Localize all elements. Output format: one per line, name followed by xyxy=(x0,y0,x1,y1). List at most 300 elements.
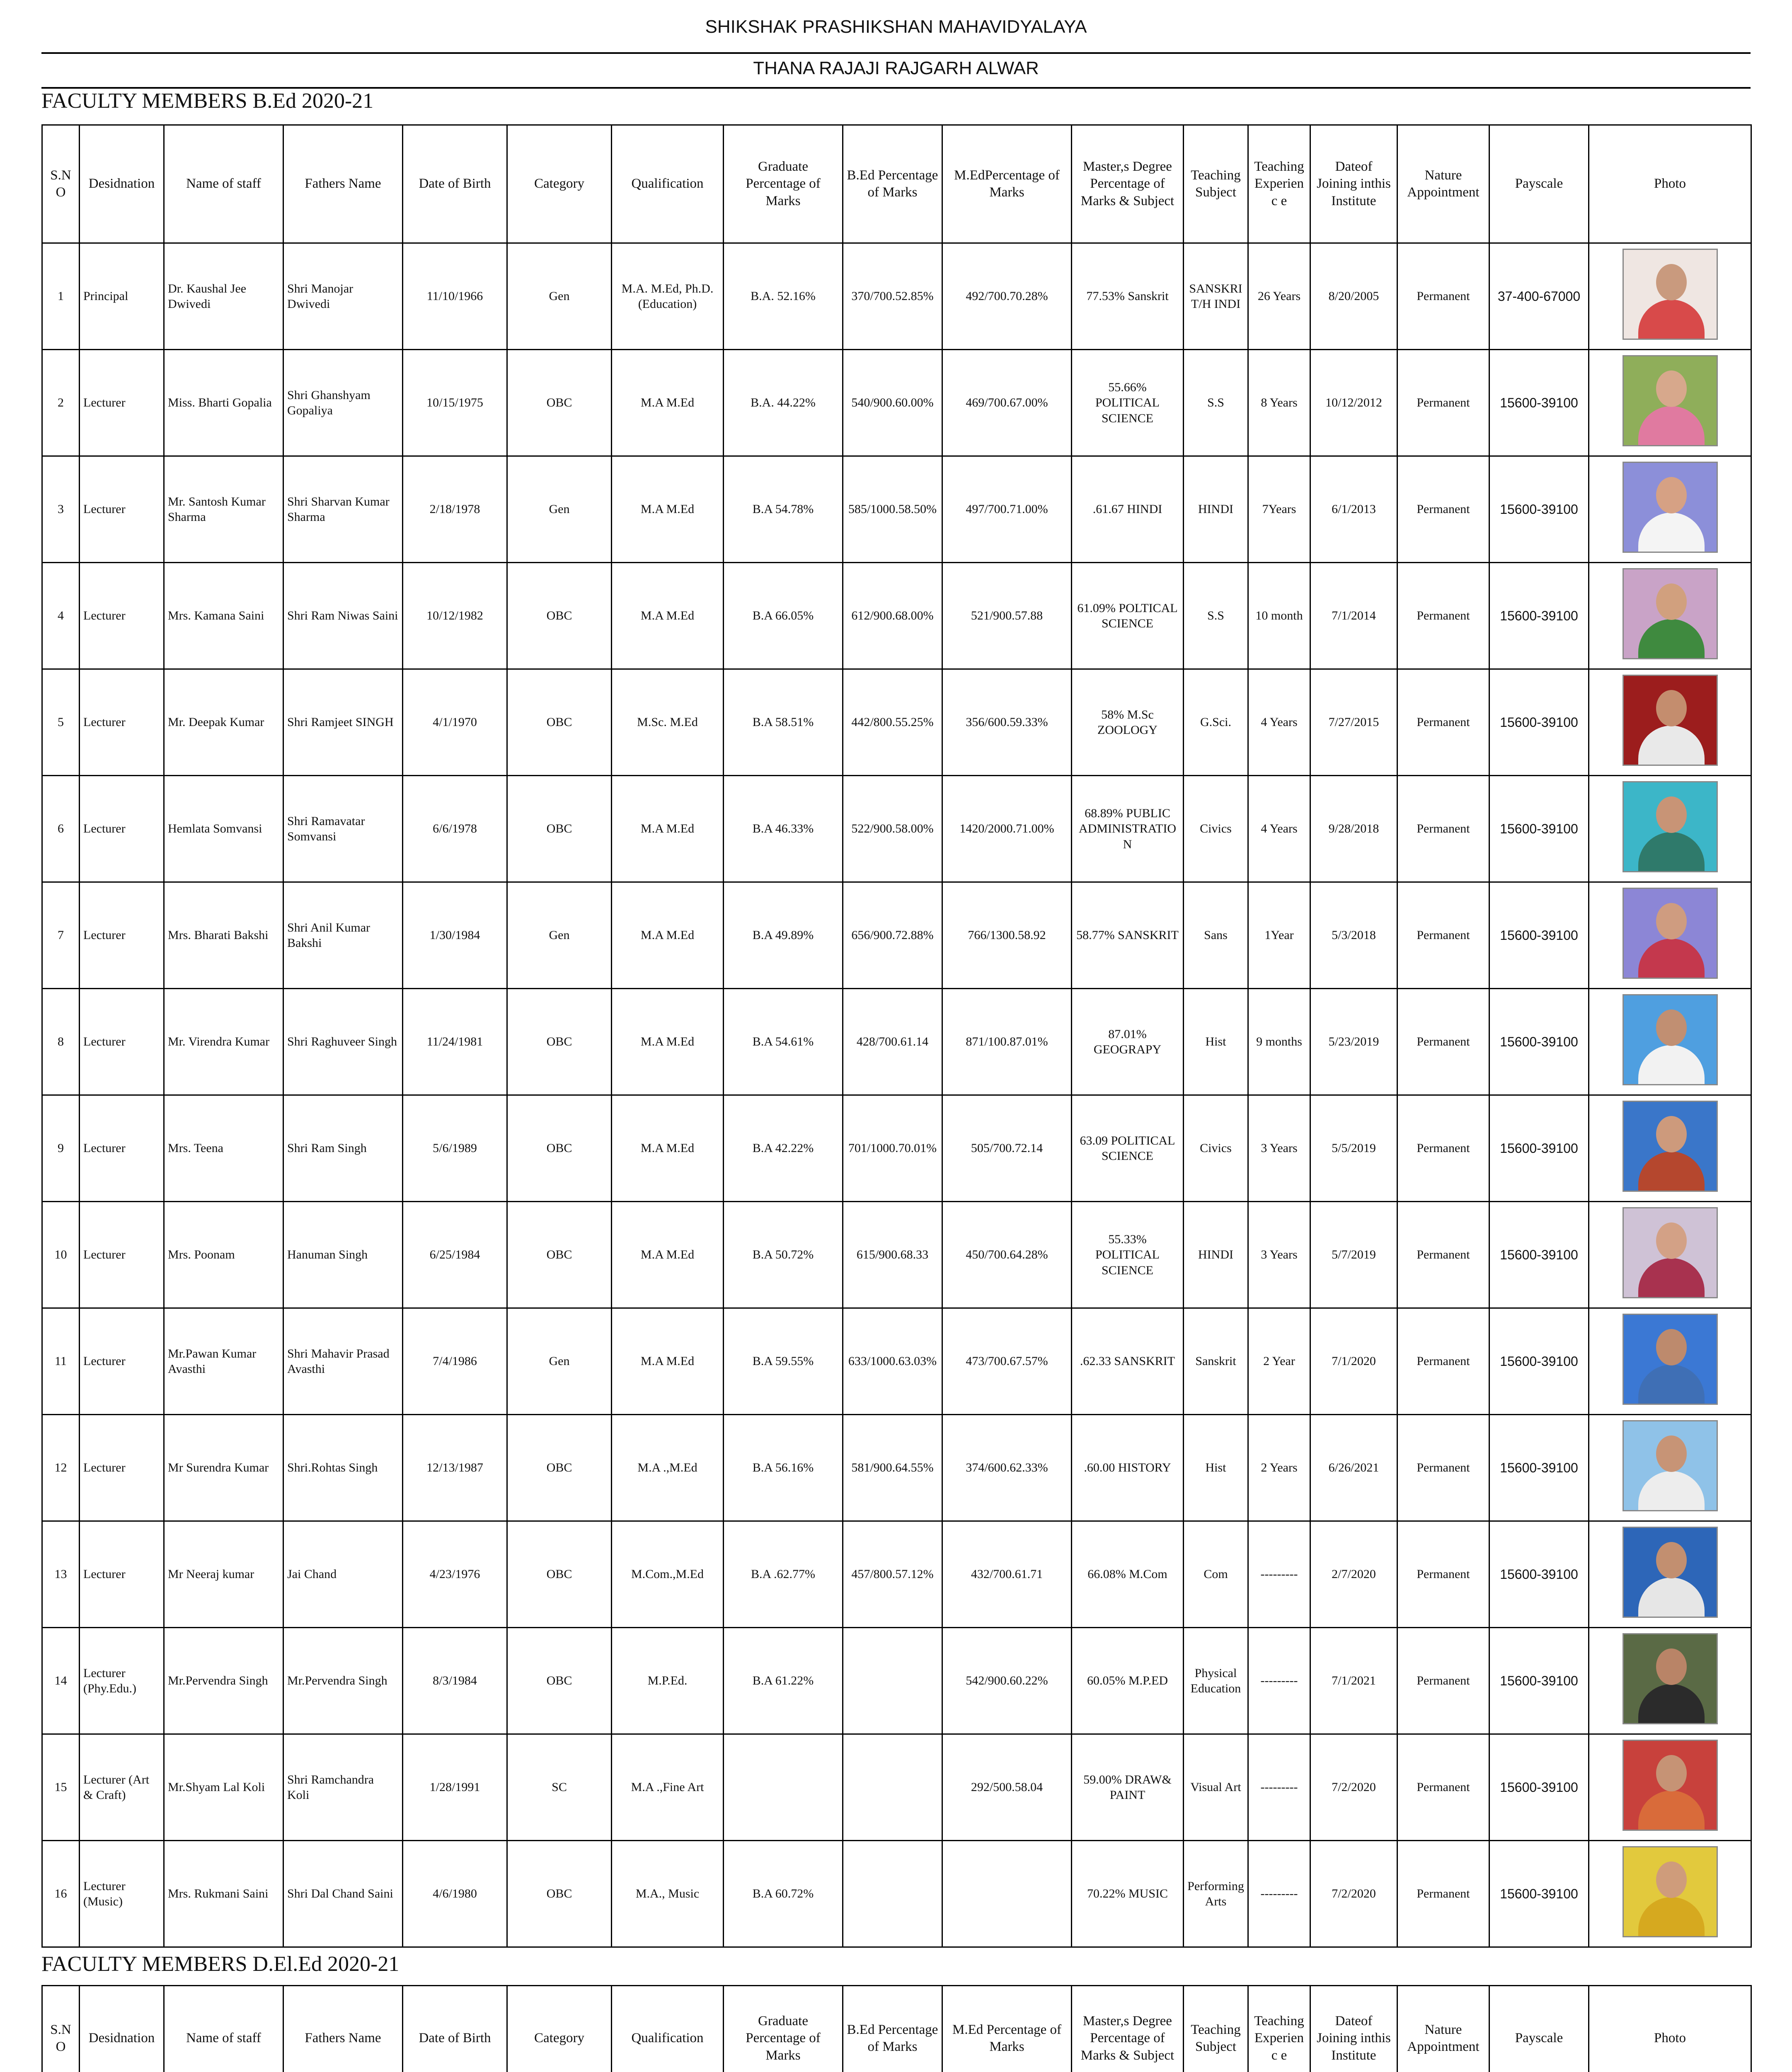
cell-bed-pct: 540/900.60.00% xyxy=(843,350,942,456)
staff-photo xyxy=(1622,462,1718,553)
cell-staff-name: Mr. Virendra Kumar xyxy=(164,989,283,1095)
cell-experience: 4 Years xyxy=(1248,776,1310,882)
cell-payscale: 15600-39100 xyxy=(1489,1841,1589,1947)
cell-father-name: Shri Anil Kumar Bakshi xyxy=(283,882,403,989)
cell-masters: 70.22% MUSIC xyxy=(1072,1841,1184,1947)
cell-staff-name: Mr. Deepak Kumar xyxy=(164,669,283,776)
cell-experience: --------- xyxy=(1248,1734,1310,1841)
staff-photo xyxy=(1622,781,1718,872)
cell-dob: 7/4/1986 xyxy=(403,1308,507,1415)
cell-father-name: Shri Ramavatar Somvansi xyxy=(283,776,403,882)
cell-payscale: 15600-39100 xyxy=(1489,1095,1589,1202)
cell-staff-name: Miss. Bharti Gopalia xyxy=(164,350,283,456)
cell-experience: 2 Years xyxy=(1248,1415,1310,1521)
cell-category: OBC xyxy=(507,1202,612,1308)
cell-med-pct: 492/700.70.28% xyxy=(942,243,1072,350)
cell-payscale: 15600-39100 xyxy=(1489,456,1589,563)
cell-teaching-subject: Civics xyxy=(1184,776,1248,882)
staff-photo xyxy=(1622,888,1718,979)
cell-designation: Lecturer xyxy=(80,456,164,563)
cell-experience: 2 Year xyxy=(1248,1308,1310,1415)
table-row xyxy=(42,563,1751,669)
cell-teaching-subject: HINDI xyxy=(1184,456,1248,563)
cell-staff-name: Dr. Kaushal Jee Dwivedi xyxy=(164,243,283,350)
column-header-designation: Desidnation xyxy=(80,1986,164,2072)
cell-father-name: Shri Manojar Dwivedi xyxy=(283,243,403,350)
cell-qualification: M.A M.Ed xyxy=(612,456,724,563)
cell-photo xyxy=(1589,563,1751,669)
deled-section-title: FACULTY MEMBERS D.El.Ed 2020-21 xyxy=(41,1952,400,1976)
column-header-designation: Desidnation xyxy=(80,125,164,243)
column-header-joining-date: Dateof Joining inthis Institute xyxy=(1310,125,1397,243)
cell-masters: 58% M.Sc ZOOLOGY xyxy=(1072,669,1184,776)
cell-sno: 7 xyxy=(42,882,80,989)
cell-teaching-subject: Hist xyxy=(1184,1415,1248,1521)
college-name: SHIKSHAK PRASHIKSHAN MAHAVIDYALAYA xyxy=(705,17,1087,37)
cell-graduate-pct: B.A. 52.16% xyxy=(724,243,843,350)
cell-father-name: Hanuman Singh xyxy=(283,1202,403,1308)
cell-staff-name: Mrs. Kamana Saini xyxy=(164,563,283,669)
cell-photo xyxy=(1589,243,1751,350)
cell-bed-pct: 442/800.55.25% xyxy=(843,669,942,776)
cell-med-pct: 292/500.58.04 xyxy=(942,1734,1072,1841)
table-row xyxy=(42,776,1751,882)
cell-designation: Lecturer (Phy.Edu.) xyxy=(80,1628,164,1734)
table-row xyxy=(42,1095,1751,1202)
staff-photo xyxy=(1622,1314,1718,1405)
cell-joining-date: 2/7/2020 xyxy=(1310,1521,1397,1628)
cell-father-name: Shri Ram Niwas Saini xyxy=(283,563,403,669)
cell-dob: 10/15/1975 xyxy=(403,350,507,456)
staff-photo xyxy=(1622,1207,1718,1298)
college-address: THANA RAJAJI RAJGARH ALWAR xyxy=(753,58,1039,78)
cell-qualification: M.A M.Ed xyxy=(612,776,724,882)
cell-father-name: Shri Ghanshyam Gopaliya xyxy=(283,350,403,456)
cell-teaching-subject: Sans xyxy=(1184,882,1248,989)
cell-bed-pct: 615/900.68.33 xyxy=(843,1202,942,1308)
cell-med-pct: 374/600.62.33% xyxy=(942,1415,1072,1521)
cell-dob: 11/10/1966 xyxy=(403,243,507,350)
column-header-payscale: Payscale xyxy=(1489,125,1589,243)
table-row xyxy=(42,1415,1751,1521)
cell-sno: 15 xyxy=(42,1734,80,1841)
cell-father-name: Mr.Pervendra Singh xyxy=(283,1628,403,1734)
cell-joining-date: 5/23/2019 xyxy=(1310,989,1397,1095)
cell-dob: 4/6/1980 xyxy=(403,1841,507,1947)
cell-qualification: M.A M.Ed xyxy=(612,350,724,456)
cell-med-pct: 356/600.59.33% xyxy=(942,669,1072,776)
staff-photo xyxy=(1622,568,1718,659)
cell-designation: Lecturer xyxy=(80,350,164,456)
cell-joining-date: 9/28/2018 xyxy=(1310,776,1397,882)
column-header-joining-date: Dateof Joining inthis Institute xyxy=(1310,1986,1397,2072)
cell-category: Gen xyxy=(507,1308,612,1415)
cell-qualification: M.Com.,M.Ed xyxy=(612,1521,724,1628)
table-row xyxy=(42,243,1751,350)
cell-experience: 1Year xyxy=(1248,882,1310,989)
cell-appointment: Permanent xyxy=(1397,1202,1489,1308)
column-header-med-pct: M.EdPercentage of Marks xyxy=(942,125,1072,243)
cell-experience: 8 Years xyxy=(1248,350,1310,456)
cell-payscale: 15600-39100 xyxy=(1489,350,1589,456)
cell-sno: 10 xyxy=(42,1202,80,1308)
column-header-med-pct: M.Ed Percentage of Marks xyxy=(942,1986,1072,2072)
cell-photo xyxy=(1589,882,1751,989)
column-header-payscale: Payscale xyxy=(1489,1986,1589,2072)
cell-teaching-subject: SANSKRIT/H INDI xyxy=(1184,243,1248,350)
table-row xyxy=(42,989,1751,1095)
cell-appointment: Permanent xyxy=(1397,456,1489,563)
cell-dob: 4/23/1976 xyxy=(403,1521,507,1628)
cell-photo xyxy=(1589,1521,1751,1628)
column-header-bed-pct: B.Ed Percentage of Marks xyxy=(843,125,942,243)
cell-bed-pct xyxy=(843,1734,942,1841)
cell-teaching-subject: Hist xyxy=(1184,989,1248,1095)
cell-dob: 1/28/1991 xyxy=(403,1734,507,1841)
header-rule-top xyxy=(41,52,1751,54)
cell-father-name: Shri.Rohtas Singh xyxy=(283,1415,403,1521)
cell-photo xyxy=(1589,1841,1751,1947)
cell-joining-date: 7/1/2020 xyxy=(1310,1308,1397,1415)
cell-designation: Lecturer xyxy=(80,882,164,989)
cell-appointment: Permanent xyxy=(1397,882,1489,989)
cell-category: Gen xyxy=(507,882,612,989)
cell-joining-date: 7/1/2021 xyxy=(1310,1628,1397,1734)
cell-staff-name: Mr. Santosh Kumar Sharma xyxy=(164,456,283,563)
cell-staff-name: Mr.Pervendra Singh xyxy=(164,1628,283,1734)
cell-masters: 61.09% POLTICAL SCIENCE xyxy=(1072,563,1184,669)
cell-appointment: Permanent xyxy=(1397,989,1489,1095)
cell-qualification: M.A .,M.Ed xyxy=(612,1415,724,1521)
cell-med-pct: 521/900.57.88 xyxy=(942,563,1072,669)
cell-payscale: 15600-39100 xyxy=(1489,1202,1589,1308)
cell-staff-name: Mr.Pawan Kumar Avasthi xyxy=(164,1308,283,1415)
cell-joining-date: 7/2/2020 xyxy=(1310,1841,1397,1947)
cell-masters: 87.01% GEOGRAPY xyxy=(1072,989,1184,1095)
cell-designation: Lecturer xyxy=(80,1308,164,1415)
cell-payscale: 15600-39100 xyxy=(1489,1734,1589,1841)
cell-dob: 4/1/1970 xyxy=(403,669,507,776)
cell-father-name: Shri Dal Chand Saini xyxy=(283,1841,403,1947)
cell-designation: Lecturer xyxy=(80,669,164,776)
cell-med-pct: 469/700.67.00% xyxy=(942,350,1072,456)
cell-graduate-pct: B.A 46.33% xyxy=(724,776,843,882)
cell-bed-pct: 701/1000.70.01% xyxy=(843,1095,942,1202)
cell-med-pct: 1420/2000.71.00% xyxy=(942,776,1072,882)
cell-masters: .61.67 HINDI xyxy=(1072,456,1184,563)
bed-section-title: FACULTY MEMBERS B.Ed 2020-21 xyxy=(41,89,374,113)
cell-photo xyxy=(1589,669,1751,776)
table-row xyxy=(42,1308,1751,1415)
cell-dob: 12/13/1987 xyxy=(403,1415,507,1521)
cell-staff-name: Mrs. Teena xyxy=(164,1095,283,1202)
cell-experience: 26 Years xyxy=(1248,243,1310,350)
cell-med-pct xyxy=(942,1841,1072,1947)
cell-category: OBC xyxy=(507,1628,612,1734)
cell-bed-pct: 370/700.52.85% xyxy=(843,243,942,350)
bed-faculty-table xyxy=(41,124,1752,1948)
cell-qualification: M.A M.Ed xyxy=(612,882,724,989)
cell-teaching-subject: Com xyxy=(1184,1521,1248,1628)
cell-med-pct: 542/900.60.22% xyxy=(942,1628,1072,1734)
column-header-masters: Master,s Degree Percentage of Marks & Subject xyxy=(1072,1986,1184,2072)
cell-qualification: M.P.Ed. xyxy=(612,1628,724,1734)
cell-photo xyxy=(1589,350,1751,456)
cell-category: OBC xyxy=(507,989,612,1095)
cell-bed-pct: 612/900.68.00% xyxy=(843,563,942,669)
cell-experience: 3 Years xyxy=(1248,1095,1310,1202)
cell-appointment: Permanent xyxy=(1397,1095,1489,1202)
cell-graduate-pct: B.A. 44.22% xyxy=(724,350,843,456)
cell-joining-date: 6/1/2013 xyxy=(1310,456,1397,563)
cell-appointment: Permanent xyxy=(1397,1841,1489,1947)
cell-payscale: 15600-39100 xyxy=(1489,669,1589,776)
cell-appointment: Permanent xyxy=(1397,243,1489,350)
cell-payscale: 15600-39100 xyxy=(1489,1415,1589,1521)
cell-designation: Lecturer xyxy=(80,1202,164,1308)
cell-dob: 10/12/1982 xyxy=(403,563,507,669)
cell-bed-pct: 581/900.64.55% xyxy=(843,1415,942,1521)
cell-payscale: 15600-39100 xyxy=(1489,1308,1589,1415)
cell-photo xyxy=(1589,1628,1751,1734)
cell-appointment: Permanent xyxy=(1397,350,1489,456)
cell-dob: 6/6/1978 xyxy=(403,776,507,882)
staff-photo xyxy=(1622,675,1718,766)
cell-experience: --------- xyxy=(1248,1521,1310,1628)
cell-appointment: Permanent xyxy=(1397,1521,1489,1628)
cell-qualification: M.A M.Ed xyxy=(612,1202,724,1308)
cell-bed-pct: 656/900.72.88% xyxy=(843,882,942,989)
cell-father-name: Shri Raghuveer Singh xyxy=(283,989,403,1095)
column-header-dob: Date of Birth xyxy=(403,125,507,243)
cell-qualification: M.A .,Fine Art xyxy=(612,1734,724,1841)
deled-faculty-table xyxy=(41,1985,1752,2072)
cell-med-pct: 497/700.71.00% xyxy=(942,456,1072,563)
column-header-sno: S.NO xyxy=(42,125,80,243)
cell-sno: 3 xyxy=(42,456,80,563)
cell-joining-date: 5/5/2019 xyxy=(1310,1095,1397,1202)
cell-sno: 4 xyxy=(42,563,80,669)
cell-dob: 8/3/1984 xyxy=(403,1628,507,1734)
cell-teaching-subject: Performing Arts xyxy=(1184,1841,1248,1947)
table-row xyxy=(42,1841,1751,1947)
cell-designation: Lecturer xyxy=(80,989,164,1095)
cell-joining-date: 7/1/2014 xyxy=(1310,563,1397,669)
table-row xyxy=(42,456,1751,563)
column-header-category: Category xyxy=(507,125,612,243)
column-header-teaching-subject: Teaching Subject xyxy=(1184,1986,1248,2072)
cell-teaching-subject: S.S xyxy=(1184,350,1248,456)
cell-staff-name: Mr Surendra Kumar xyxy=(164,1415,283,1521)
cell-dob: 2/18/1978 xyxy=(403,456,507,563)
column-header-bed-pct: B.Ed Percentage of Marks xyxy=(843,1986,942,2072)
cell-graduate-pct xyxy=(724,1734,843,1841)
cell-bed-pct: 457/800.57.12% xyxy=(843,1521,942,1628)
staff-photo xyxy=(1622,1101,1718,1192)
column-header-father-name: Fathers Name xyxy=(283,1986,403,2072)
cell-experience: --------- xyxy=(1248,1628,1310,1734)
cell-sno: 11 xyxy=(42,1308,80,1415)
cell-graduate-pct: B.A 61.22% xyxy=(724,1628,843,1734)
cell-experience: 3 Years xyxy=(1248,1202,1310,1308)
cell-joining-date: 6/26/2021 xyxy=(1310,1415,1397,1521)
cell-staff-name: Mrs. Rukmani Saini xyxy=(164,1841,283,1947)
cell-graduate-pct: B.A 42.22% xyxy=(724,1095,843,1202)
cell-sno: 12 xyxy=(42,1415,80,1521)
cell-teaching-subject: Civics xyxy=(1184,1095,1248,1202)
cell-staff-name: Mrs. Poonam xyxy=(164,1202,283,1308)
cell-dob: 6/25/1984 xyxy=(403,1202,507,1308)
cell-sno: 6 xyxy=(42,776,80,882)
column-header-graduate-pct: Graduate Percentage of Marks xyxy=(724,125,843,243)
cell-sno: 16 xyxy=(42,1841,80,1947)
cell-payscale: 15600-39100 xyxy=(1489,882,1589,989)
cell-father-name: Shri Sharvan Kumar Sharma xyxy=(283,456,403,563)
column-header-photo: Photo xyxy=(1589,125,1751,243)
table-row xyxy=(42,1521,1751,1628)
cell-experience: --------- xyxy=(1248,1841,1310,1947)
cell-appointment: Permanent xyxy=(1397,776,1489,882)
cell-med-pct: 450/700.64.28% xyxy=(942,1202,1072,1308)
column-header-qualification: Qualification xyxy=(612,1986,724,2072)
cell-joining-date: 10/12/2012 xyxy=(1310,350,1397,456)
cell-father-name: Shri Mahavir Prasad Avasthi xyxy=(283,1308,403,1415)
cell-qualification: M.A M.Ed xyxy=(612,1308,724,1415)
column-header-photo: Photo xyxy=(1589,1986,1751,2072)
cell-payscale: 37-400-67000 xyxy=(1489,243,1589,350)
cell-father-name: Jai Chand xyxy=(283,1521,403,1628)
cell-experience: 9 months xyxy=(1248,989,1310,1095)
cell-masters: 66.08% M.Com xyxy=(1072,1521,1184,1628)
cell-masters: 60.05% M.P.ED xyxy=(1072,1628,1184,1734)
cell-med-pct: 871/100.87.01% xyxy=(942,989,1072,1095)
cell-teaching-subject: Sanskrit xyxy=(1184,1308,1248,1415)
cell-med-pct: 432/700.61.71 xyxy=(942,1521,1072,1628)
cell-category: OBC xyxy=(507,1521,612,1628)
table-row xyxy=(42,350,1751,456)
cell-photo xyxy=(1589,456,1751,563)
staff-photo xyxy=(1622,249,1718,340)
cell-masters: 55.66% POLITICAL SCIENCE xyxy=(1072,350,1184,456)
cell-father-name: Shri Ram Singh xyxy=(283,1095,403,1202)
cell-category: OBC xyxy=(507,669,612,776)
column-header-category: Category xyxy=(507,1986,612,2072)
cell-photo xyxy=(1589,1308,1751,1415)
cell-appointment: Permanent xyxy=(1397,1734,1489,1841)
cell-experience: 4 Years xyxy=(1248,669,1310,776)
cell-sno: 13 xyxy=(42,1521,80,1628)
cell-category: Gen xyxy=(507,243,612,350)
cell-photo xyxy=(1589,989,1751,1095)
column-header-masters: Master,s Degree Percentage of Marks & Subject xyxy=(1072,125,1184,243)
cell-category: SC xyxy=(507,1734,612,1841)
cell-joining-date: 7/27/2015 xyxy=(1310,669,1397,776)
cell-dob: 1/30/1984 xyxy=(403,882,507,989)
cell-med-pct: 505/700.72.14 xyxy=(942,1095,1072,1202)
cell-qualification: M.A M.Ed xyxy=(612,989,724,1095)
cell-med-pct: 766/1300.58.92 xyxy=(942,882,1072,989)
cell-joining-date: 5/7/2019 xyxy=(1310,1202,1397,1308)
cell-graduate-pct: B.A 54.61% xyxy=(724,989,843,1095)
cell-graduate-pct: B.A 66.05% xyxy=(724,563,843,669)
cell-graduate-pct: B.A 56.16% xyxy=(724,1415,843,1521)
column-header-appointment: Nature Appointment xyxy=(1397,1986,1489,2072)
column-header-father-name: Fathers Name xyxy=(283,125,403,243)
column-header-qualification: Qualification xyxy=(612,125,724,243)
cell-designation: Lecturer xyxy=(80,1095,164,1202)
table-row xyxy=(42,1628,1751,1734)
cell-appointment: Permanent xyxy=(1397,669,1489,776)
cell-appointment: Permanent xyxy=(1397,1308,1489,1415)
cell-qualification: M.A. M.Ed, Ph.D.(Education) xyxy=(612,243,724,350)
cell-payscale: 15600-39100 xyxy=(1489,989,1589,1095)
cell-experience: 7Years xyxy=(1248,456,1310,563)
cell-category: OBC xyxy=(507,1841,612,1947)
cell-designation: Principal xyxy=(80,243,164,350)
cell-photo xyxy=(1589,776,1751,882)
column-header-dob: Date of Birth xyxy=(403,1986,507,2072)
column-header-staff-name: Name of staff xyxy=(164,125,283,243)
cell-appointment: Permanent xyxy=(1397,563,1489,669)
cell-staff-name: Hemlata Somvansi xyxy=(164,776,283,882)
cell-category: OBC xyxy=(507,350,612,456)
cell-graduate-pct: B.A 50.72% xyxy=(724,1202,843,1308)
cell-father-name: Shri Ramchandra Koli xyxy=(283,1734,403,1841)
cell-category: Gen xyxy=(507,456,612,563)
cell-masters: .62.33 SANSKRIT xyxy=(1072,1308,1184,1415)
column-header-teaching-subject: Teaching Subject xyxy=(1184,125,1248,243)
cell-graduate-pct: B.A 59.55% xyxy=(724,1308,843,1415)
cell-bed-pct: 633/1000.63.03% xyxy=(843,1308,942,1415)
cell-staff-name: Mr.Shyam Lal Koli xyxy=(164,1734,283,1841)
cell-graduate-pct: B.A 54.78% xyxy=(724,456,843,563)
cell-payscale: 15600-39100 xyxy=(1489,776,1589,882)
cell-payscale: 15600-39100 xyxy=(1489,563,1589,669)
table-row xyxy=(42,1734,1751,1841)
cell-bed-pct: 428/700.61.14 xyxy=(843,989,942,1095)
cell-joining-date: 5/3/2018 xyxy=(1310,882,1397,989)
cell-sno: 2 xyxy=(42,350,80,456)
header-row xyxy=(42,125,1751,243)
column-header-staff-name: Name of staff xyxy=(164,1986,283,2072)
table-row xyxy=(42,669,1751,776)
cell-category: OBC xyxy=(507,1095,612,1202)
staff-photo xyxy=(1622,1420,1718,1511)
cell-masters: 77.53% Sanskrit xyxy=(1072,243,1184,350)
cell-joining-date: 7/2/2020 xyxy=(1310,1734,1397,1841)
cell-masters: 55.33% POLITICAL SCIENCE xyxy=(1072,1202,1184,1308)
cell-bed-pct: 585/1000.58.50% xyxy=(843,456,942,563)
staff-photo xyxy=(1622,1633,1718,1724)
cell-photo xyxy=(1589,1095,1751,1202)
cell-graduate-pct: B.A 58.51% xyxy=(724,669,843,776)
staff-photo xyxy=(1622,994,1718,1085)
column-header-graduate-pct: Graduate Percentage of Marks xyxy=(724,1986,843,2072)
cell-bed-pct xyxy=(843,1628,942,1734)
cell-masters: 58.77% SANSKRIT xyxy=(1072,882,1184,989)
cell-designation: Lecturer xyxy=(80,563,164,669)
cell-designation: Lecturer xyxy=(80,1521,164,1628)
cell-masters: 59.00% DRAW& PAINT xyxy=(1072,1734,1184,1841)
staff-photo xyxy=(1622,1740,1718,1831)
cell-appointment: Permanent xyxy=(1397,1628,1489,1734)
staff-photo xyxy=(1622,355,1718,446)
cell-graduate-pct: B.A .62.77% xyxy=(724,1521,843,1628)
cell-sno: 5 xyxy=(42,669,80,776)
cell-designation: Lecturer (Art & Craft) xyxy=(80,1734,164,1841)
cell-dob: 5/6/1989 xyxy=(403,1095,507,1202)
table-row xyxy=(42,1202,1751,1308)
